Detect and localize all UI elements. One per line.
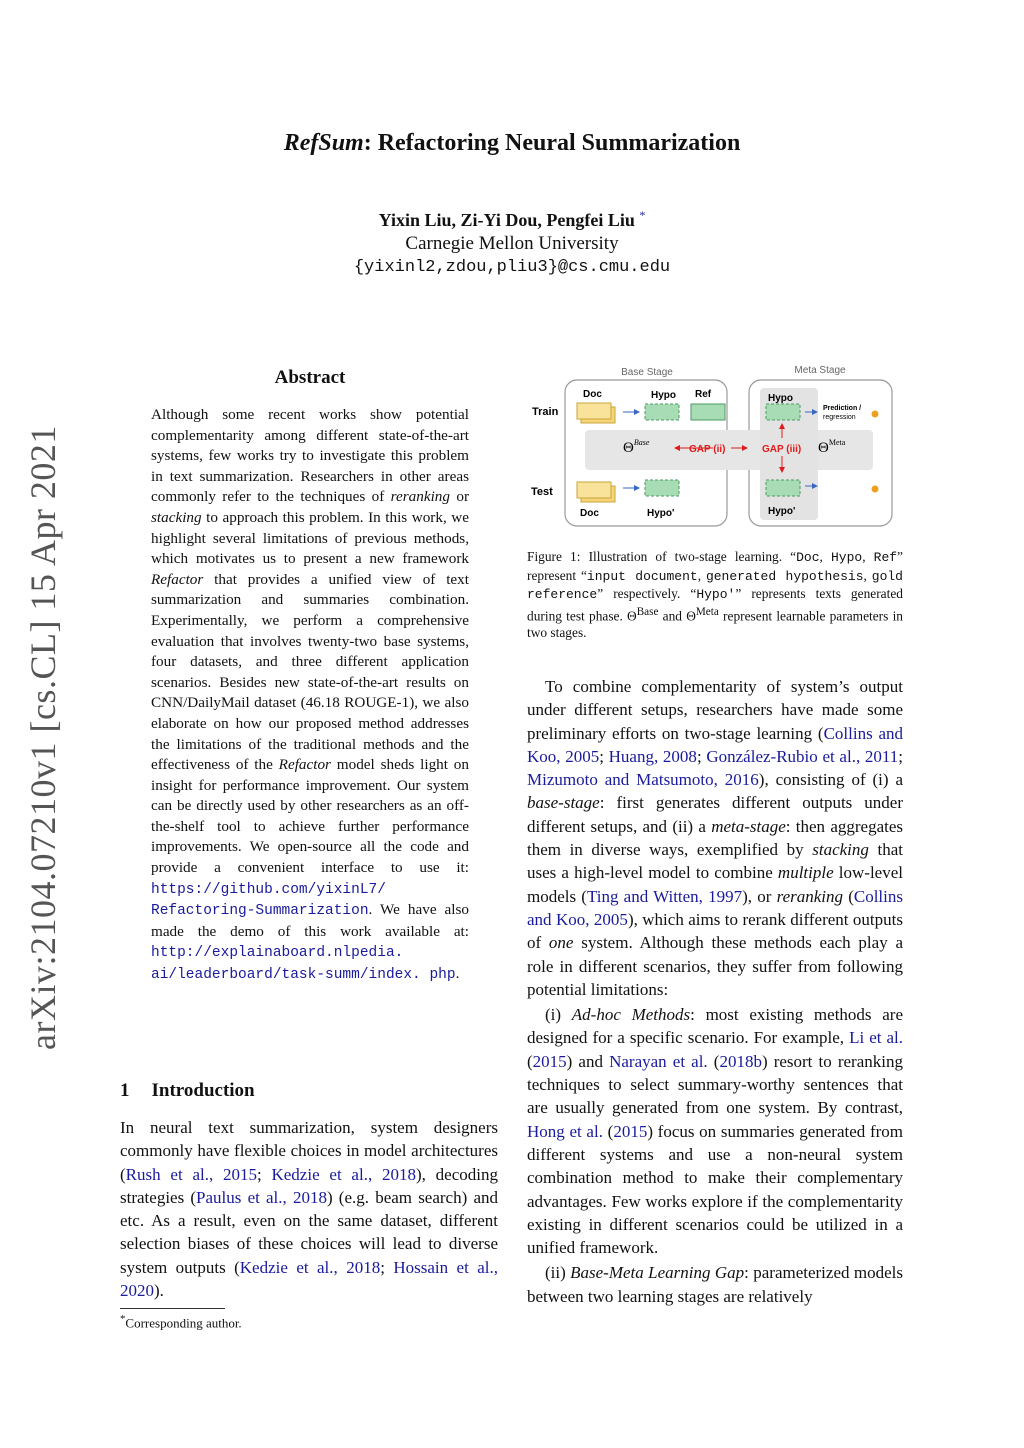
citation-link[interactable]: Li et al. (849, 1028, 903, 1048)
author-email: {yixinl2,zdou,pliu3}@cs.cmu.edu (353, 258, 671, 277)
ref-box (691, 404, 725, 420)
author-footnote-mark[interactable]: * (639, 208, 646, 222)
test-label: Test (531, 486, 553, 498)
intro-text: ). (154, 1281, 164, 1301)
meta-hypo-label: Hypo (768, 393, 793, 404)
citation-link[interactable]: Narayan et al. (609, 1051, 708, 1071)
caption-code: input document (586, 568, 698, 584)
abstract-body (151, 405, 469, 986)
citation-link[interactable]: Kedzie et al., 2018 (271, 1164, 416, 1184)
caption-text: , (862, 549, 874, 564)
caption-label: Figure 1: (527, 549, 581, 564)
github-link[interactable]: https://github.com/yixinL7/ Refactoring-Summarization (151, 881, 386, 920)
meta-stage-label: Meta Stage (794, 365, 846, 376)
footnote-rule (120, 1308, 225, 1309)
caption-text: represent learnable parameters in two stages. (527, 607, 903, 641)
caption-code: Hypo (830, 550, 863, 565)
paragraph: (i) Ad-hoc Methods: most existing methods are designed for a specific scenario. For example, Li et al. (2015) and Narayan et al. (2018b) resort to reranking techniques to select summary-worthy sentences that are usually generated from one system. By contrast, Hong et al. (2015) focus on summaries generated from different systems and use a non-neural system combination method to make their complementary advantages. Few works explore if the complementarity existing in different scenarios could be utilized in a unified framework. (527, 1005, 904, 1258)
figure-caption (527, 548, 903, 642)
right-column-body (527, 675, 903, 1308)
meta-hypo-box (766, 404, 800, 420)
caption-text: , (863, 567, 872, 583)
hypo-label: Hypo (651, 390, 676, 401)
abstract-text: model sheds light on insight for performance improvement. Our system can be directly used by other researchers as an off-the-shelf tool to achieve further performance improvements. We open-source all the code and provide a convenient interface to use it: (151, 756, 469, 877)
meta-test-hypo-box (766, 480, 800, 496)
title-italic: RefSum (283, 130, 364, 156)
title-rest: : Refactoring Neural Summarization (363, 130, 741, 156)
caption-code: Ref (873, 550, 898, 565)
citation-link[interactable]: Mizumoto and Matsumoto, 2016 (527, 770, 759, 790)
citation-link[interactable]: González-Rubio et al., 2011 (706, 746, 899, 766)
abstract-heading: Abstract (274, 367, 346, 388)
caption-sup: Meta (695, 605, 719, 618)
doc-label: Doc (583, 389, 602, 400)
abstract-em: reranking (390, 488, 450, 506)
gap-iii-label: GAP (iii) (762, 444, 802, 455)
caption-code: Hypo' (696, 587, 736, 602)
intro-text: ) (e.g. beam search) and etc. As a result, even on the same dataset, different selection biases of these choices will lead to diverse system outputs ( (120, 1187, 498, 1277)
citation-link[interactable]: Collins and Koo, 2005 (527, 886, 903, 929)
caption-text: , (697, 567, 706, 583)
arxiv-stamp: arXiv:2104.07210v1 [cs.CL] 15 Apr 2021 (23, 425, 63, 1050)
intro-paragraph (120, 1116, 498, 1302)
intro-text: In neural text summarization, system designers commonly have flexible choices in model architectures ( (120, 1118, 498, 1184)
footnote-text: Corresponding author. (125, 1315, 242, 1331)
section-heading (120, 1080, 277, 1102)
test-hypo-box (645, 480, 679, 496)
output-dot-icon (872, 486, 879, 493)
citation-link[interactable]: Hossain et al., 2020 (120, 1257, 498, 1301)
ref-label: Ref (695, 389, 712, 400)
paper-title (0, 130, 1024, 157)
theta-meta: $\Theta^{Meta}$ (818, 438, 846, 456)
authors (0, 208, 1024, 231)
footnote-mark: * (120, 1313, 126, 1325)
meta-test-hypo-label: Hypo' (768, 506, 796, 517)
abstract-text: . We have also made the demo of this work available at: (151, 901, 469, 940)
section-title: Introduction (151, 1080, 255, 1101)
citation-link[interactable]: 2015 (613, 1121, 648, 1141)
hypo-box (645, 404, 679, 420)
caption-code: generated hypothesis (705, 568, 864, 584)
caption-code: gold reference (527, 568, 903, 602)
intro-text: ; (380, 1257, 394, 1277)
caption-text: , (819, 549, 831, 564)
citation-link[interactable]: Kedzie et al., 2018 (239, 1257, 381, 1277)
footnote (120, 1313, 242, 1331)
abstract-em: stacking (151, 508, 202, 526)
abstract-text: that provides a unified view of text summarization and summaries combination. Experimentally, we perform a comprehensive evaluation that involves twenty-two base systems, four datasets, and three different application scenarios. Besides new state-of-the-art results on CNN/DailyMail dataset (46.18 ROUGE-1), we also elaborate on how our proposed method addresses the limitations of the traditional methods and the effectiveness of the (151, 570, 469, 774)
citation-link[interactable]: Collins and Koo, 2005 (527, 723, 903, 766)
figure-two-stage (525, 360, 905, 532)
caption-text: Illustration of two-stage learning. “ (580, 549, 797, 564)
citation-link[interactable]: 2015 (532, 1051, 567, 1071)
base-stage-label: Base Stage (621, 367, 673, 378)
caption-sup: Base (636, 605, 659, 618)
abstract-text: or (450, 488, 469, 506)
abstract-text: Although some recent works show potential complementarity among different state-of-the-art systems, few works try to investigate this problem in text summarization. Researchers in other areas commonly refer to the techniques of (151, 406, 469, 506)
citation-link[interactable]: Rush et al., 2015 (125, 1164, 257, 1184)
regression-label: regression (823, 414, 856, 421)
test-doc-label: Doc (580, 508, 599, 519)
section-number: 1 (120, 1080, 130, 1101)
caption-text: ” represent “ (527, 549, 903, 583)
paragraph: To combine complementarity of system’s output under different setups, researchers have made some preliminary efforts on two-stage learning (Collins and Koo, 2005; Huang, 2008; González-Rubio et al., 2011; Mizumoto and Matsumoto, 2016), consisting of (i) a base-stage: first generates different outputs under different setups, and (ii) a meta-stage: then aggregates them in diverse ways, exemplified by stacking that uses a high-level model to combine multiple low-level models (Ting and Witten, 1997), or reranking (Collins and Koo, 2005), which aims to rerank different outputs of one system. Although these methods each play a role in different scenarios, they suffer from following potential limitations: (527, 677, 903, 999)
abstract-em: Refactor (151, 570, 204, 588)
author-names: Yixin Liu, Zi-Yi Dou, Pengfei Liu (378, 210, 635, 230)
gap-ii-label: GAP (ii) (689, 444, 726, 455)
prediction-label: Prediction / (823, 405, 862, 412)
citation-link[interactable]: Ting and Witten, 1997 (586, 886, 743, 906)
output-dot-icon (872, 411, 879, 418)
affiliation: Carnegie Mellon University (405, 233, 619, 254)
abstract-text: to approach this problem. In this work, we highlight several limitations of previous methods, which motivates us to present a new framework (151, 508, 469, 568)
citation-link[interactable]: Paulus et al., 2018 (196, 1187, 327, 1207)
theta-base: $\Theta^{Base}$ (623, 438, 650, 456)
citation-link[interactable]: 2018b (719, 1051, 762, 1071)
demo-link[interactable]: http://explainaboard.nlpedia. ai/leaderboard/task-summ/index. php (151, 945, 456, 984)
intro-text: ; (256, 1164, 272, 1184)
caption-code: Doc (796, 550, 820, 565)
intro-text: ), decoding strategies ( (120, 1164, 498, 1207)
abstract-text: . (455, 965, 460, 983)
caption-text: ” respectively. “ (597, 586, 697, 601)
caption-text: and Θ (658, 607, 696, 623)
paragraph: (ii) Base-Meta Learning Gap: parameterized models between two learning stages are relatively (527, 1263, 903, 1306)
train-label: Train (532, 406, 559, 418)
caption-text: ” represents texts generated during test phase. Θ (527, 586, 903, 623)
abstract-em: Refactor (278, 756, 331, 774)
citation-link[interactable]: Hong et al. (527, 1121, 603, 1141)
citation-link[interactable]: Huang, 2008 (608, 746, 697, 766)
test-hypo-label: Hypo' (647, 508, 675, 519)
